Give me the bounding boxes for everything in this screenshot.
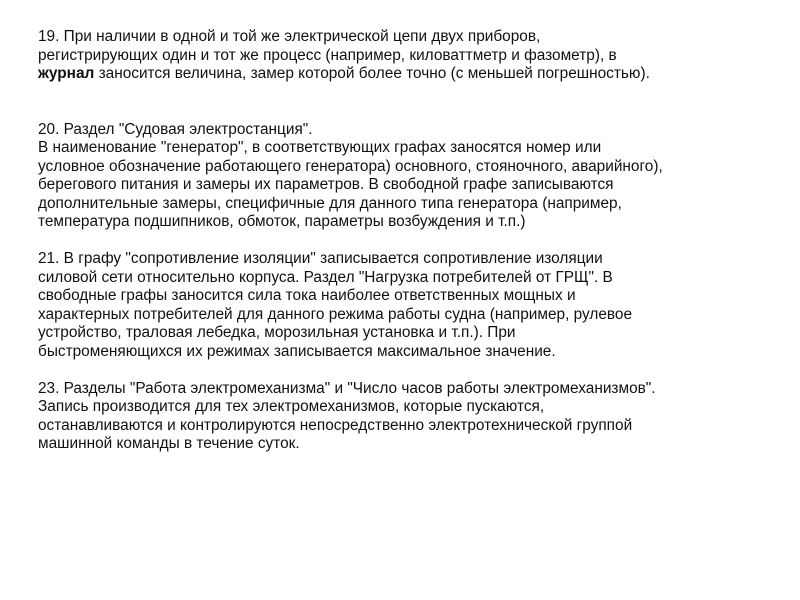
paragraph-20	[38, 121, 788, 232]
paragraph-20-line-1: 20. Раздел "Судовая электростанция".	[38, 120, 313, 138]
paragraph-20-line-3: условное обозначение работающего генератора) основного, стояночного, аварийного),	[38, 157, 663, 175]
paragraph-19-line-1: 19. При наличии в одной и той же электрической цепи двух приборов,	[38, 28, 541, 45]
journal-bold-word: журнал	[38, 65, 95, 82]
paragraph-21-line-6: быстроменяющихся их режимах записывается максимальное значение.	[38, 342, 556, 360]
paragraph-23-line-3: останавливаются и контролируются непосредственно электротехнической группой	[38, 416, 633, 434]
paragraph-19-line-3	[38, 65, 788, 84]
paragraph-20-line-4: берегового питания и замеры их параметров. В свободной графе записываются	[38, 176, 614, 193]
paragraph-20-line-6: температура подшипников, обмоток, параметры возбуждения и т.п.)	[38, 213, 526, 230]
document-text	[38, 28, 788, 454]
paragraph-spacer	[38, 84, 788, 121]
paragraph-19-line-2: регистрирующих один и тот же процесс (например, киловаттметр и фазометр), в	[38, 46, 617, 64]
paragraph-spacer	[38, 232, 788, 251]
paragraph-23-line-2: Запись производится для тех электромеханизмов, которые пускаются,	[38, 398, 545, 415]
paragraph-spacer	[38, 361, 788, 380]
paragraph-21-line-3: свободные графы заносится сила тока наиболее ответственных мощных и	[38, 287, 576, 304]
paragraph-23	[38, 380, 788, 454]
paragraph-21	[38, 250, 788, 361]
paragraph-21-line-5: устройство, траловая лебедка, морозильная установка и т.п.). При	[38, 324, 516, 341]
paragraph-21-line-4: характерных потребителей для данного режима работы судна (например, рулевое	[38, 305, 633, 323]
paragraph-20-line-2: В наименование "генератор", в соответствующих графах заносятся номер или	[38, 139, 602, 156]
paragraph-21-line-1: 21. В графу "сопротивление изоляции" записывается сопротивление изоляции	[38, 250, 603, 267]
paragraph-19	[38, 28, 788, 84]
paragraph-20-line-5: дополнительные замеры, специфичные для данного типа генератора (например,	[38, 194, 622, 212]
paragraph-23-line-1: 23. Разделы "Работа электромеханизма" и "Число часов работы электромеханизмов".	[38, 379, 656, 397]
paragraph-21-line-2: силовой сети относительно корпуса. Раздел "Нагрузка потребителей от ГРЩ". В	[38, 268, 613, 286]
paragraph-23-line-4: машинной команды в течение суток.	[38, 435, 300, 452]
paragraph-19-line-3-rest: заносится величина, замер которой более точно (с меньшей погрешностью).	[94, 65, 650, 82]
